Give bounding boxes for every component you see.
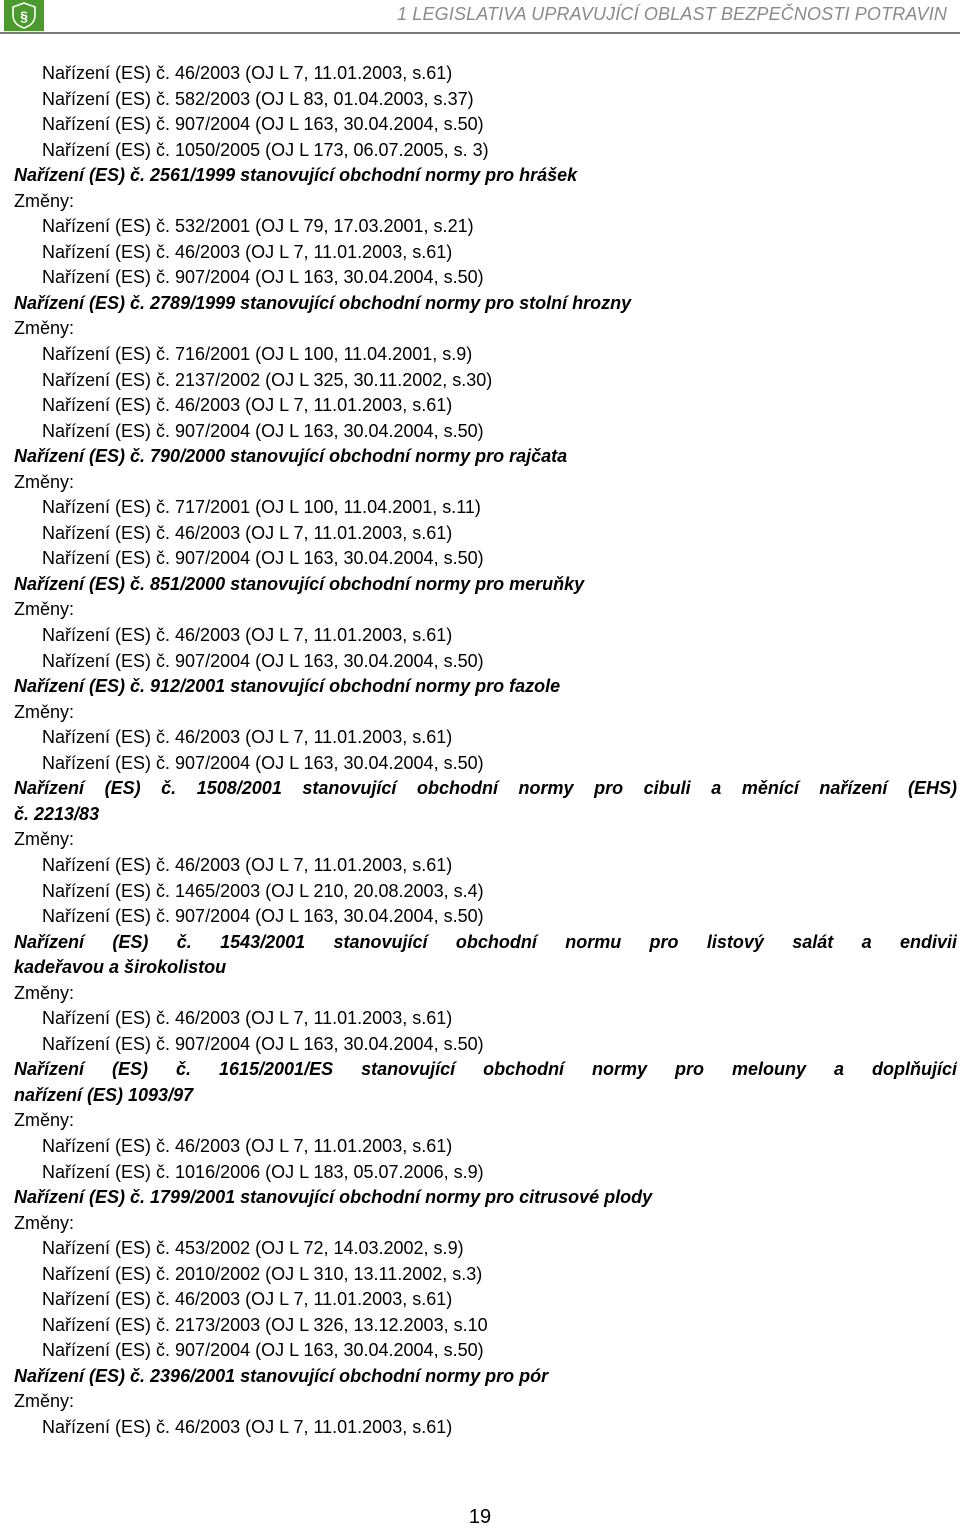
amendment-item: Nařízení (ES) č. 907/2004 (OJ L 163, 30.04.2004, s.50)	[42, 906, 484, 927]
changes-label: Změny:	[14, 471, 75, 492]
regulation-heading: Nařízení (ES) č. 851/2000 stanovující obchodní normy pro meruňky	[14, 573, 585, 594]
regulation-heading: kadeřavou a širokolistou	[14, 957, 227, 978]
changes-label: Změny:	[14, 829, 75, 850]
changes-label: Změny:	[14, 982, 75, 1003]
changes-label: Změny:	[14, 190, 75, 211]
regulation-heading: Nařízení (ES) č. 1543/2001 stanovující obchodní normu pro listový salát a endivii	[14, 931, 957, 952]
page-header	[0, 0, 960, 32]
amendment-item: Nařízení (ES) č. 2010/2002 (OJ L 310, 13.11.2002, s.3)	[42, 1263, 483, 1284]
regulation-heading: Nařízení (ES) č. 2396/2001 stanovující obchodní normy pro pór	[14, 1365, 549, 1386]
amendment-item: Nařízení (ES) č. 717/2001 (OJ L 100, 11.04.2001, s.11)	[42, 497, 481, 518]
amendment-item: Nařízení (ES) č. 907/2004 (OJ L 163, 30.04.2004, s.50)	[42, 267, 484, 288]
amendment-item: Nařízení (ES) č. 582/2003 (OJ L 83, 01.04.2003, s.37)	[42, 88, 474, 109]
amendment-item: Nařízení (ES) č. 46/2003 (OJ L 7, 11.01.2003, s.61)	[42, 1008, 453, 1029]
amendment-item: Nařízení (ES) č. 46/2003 (OJ L 7, 11.01.2003, s.61)	[42, 395, 453, 416]
regulation-heading: č. 2213/83	[14, 803, 100, 824]
amendment-item: Nařízení (ES) č. 46/2003 (OJ L 7, 11.01.2003, s.61)	[42, 1135, 453, 1156]
page-number: 19	[468, 1506, 492, 1528]
changes-label: Změny:	[14, 1391, 75, 1412]
changes-label: Změny:	[14, 1212, 75, 1233]
chapter-title: 1 LEGISLATIVA UPRAVUJÍCÍ OBLAST BEZPEČNOSTI POTRAVIN	[397, 4, 947, 24]
amendment-item: Nařízení (ES) č. 46/2003 (OJ L 7, 11.01.2003, s.61)	[42, 1289, 453, 1310]
amendment-item: Nařízení (ES) č. 2173/2003 (OJ L 326, 13.12.2003, s.10	[42, 1314, 488, 1335]
amendment-item: Nařízení (ES) č. 907/2004 (OJ L 163, 30.04.2004, s.50)	[42, 548, 484, 569]
shield-s-logo-icon	[4, 0, 44, 31]
regulation-heading: Nařízení (ES) č. 790/2000 stanovující obchodní normy pro rajčata	[14, 446, 568, 467]
amendment-item: Nařízení (ES) č. 1016/2006 (OJ L 183, 05.07.2006, s.9)	[42, 1161, 484, 1182]
amendment-item: Nařízení (ES) č. 907/2004 (OJ L 163, 30.04.2004, s.50)	[42, 1340, 484, 1361]
amendment-item: Nařízení (ES) č. 907/2004 (OJ L 163, 30.04.2004, s.50)	[42, 1033, 484, 1054]
amendment-item: Nařízení (ES) č. 46/2003 (OJ L 7, 11.01.2003, s.61)	[42, 241, 453, 262]
amendment-item: Nařízení (ES) č. 1050/2005 (OJ L 173, 06.07.2005, s. 3)	[42, 139, 489, 160]
amendment-item: Nařízení (ES) č. 46/2003 (OJ L 7, 11.01.2003, s.61)	[42, 1416, 453, 1437]
amendment-item: Nařízení (ES) č. 907/2004 (OJ L 163, 30.04.2004, s.50)	[42, 114, 484, 135]
changes-label: Změny:	[14, 599, 75, 620]
regulation-heading: Nařízení (ES) č. 1799/2001 stanovující obchodní normy pro citrusové plody	[14, 1187, 653, 1208]
amendment-item: Nařízení (ES) č. 716/2001 (OJ L 100, 11.04.2001, s.9)	[42, 344, 473, 365]
regulation-heading: nařízení (ES) 1093/97	[14, 1084, 194, 1105]
changes-label: Změny:	[14, 1110, 75, 1131]
amendment-item: Nařízení (ES) č. 46/2003 (OJ L 7, 11.01.2003, s.61)	[42, 727, 453, 748]
regulation-list	[0, 61, 960, 1441]
amendment-item: Nařízení (ES) č. 1465/2003 (OJ L 210, 20.08.2003, s.4)	[42, 880, 484, 901]
regulation-heading: Nařízení (ES) č. 2561/1999 stanovující obchodní normy pro hrášek	[14, 165, 578, 186]
changes-label: Změny:	[14, 318, 75, 339]
regulation-heading: Nařízení (ES) č. 1508/2001 stanovující obchodní normy pro cibuli a měnící nařízení (EHS)	[14, 778, 957, 799]
header-divider	[0, 32, 960, 34]
amendment-item: Nařízení (ES) č. 453/2002 (OJ L 72, 14.03.2002, s.9)	[42, 1238, 464, 1259]
amendment-item: Nařízení (ES) č. 46/2003 (OJ L 7, 11.01.2003, s.61)	[42, 854, 453, 875]
svg-text:§: §	[20, 8, 28, 24]
amendment-item: Nařízení (ES) č. 907/2004 (OJ L 163, 30.04.2004, s.50)	[42, 650, 484, 671]
amendment-item: Nařízení (ES) č. 2137/2002 (OJ L 325, 30.11.2002, s.30)	[42, 369, 493, 390]
amendment-item: Nařízení (ES) č. 907/2004 (OJ L 163, 30.04.2004, s.50)	[42, 420, 484, 441]
amendment-item: Nařízení (ES) č. 46/2003 (OJ L 7, 11.01.2003, s.61)	[42, 625, 453, 646]
regulation-heading: Nařízení (ES) č. 912/2001 stanovující obchodní normy pro fazole	[14, 676, 561, 697]
amendment-item: Nařízení (ES) č. 532/2001 (OJ L 79, 17.03.2001, s.21)	[42, 216, 474, 237]
amendment-item: Nařízení (ES) č. 907/2004 (OJ L 163, 30.04.2004, s.50)	[42, 752, 484, 773]
regulation-heading: Nařízení (ES) č. 1615/2001/ES stanovující obchodní normy pro melouny a doplňující	[14, 1059, 957, 1080]
amendment-item: Nařízení (ES) č. 46/2003 (OJ L 7, 11.01.2003, s.61)	[42, 522, 453, 543]
changes-label: Změny:	[14, 701, 75, 722]
regulation-heading: Nařízení (ES) č. 2789/1999 stanovující obchodní normy pro stolní hrozny	[14, 292, 632, 313]
amendment-item: Nařízení (ES) č. 46/2003 (OJ L 7, 11.01.2003, s.61)	[42, 63, 453, 83]
